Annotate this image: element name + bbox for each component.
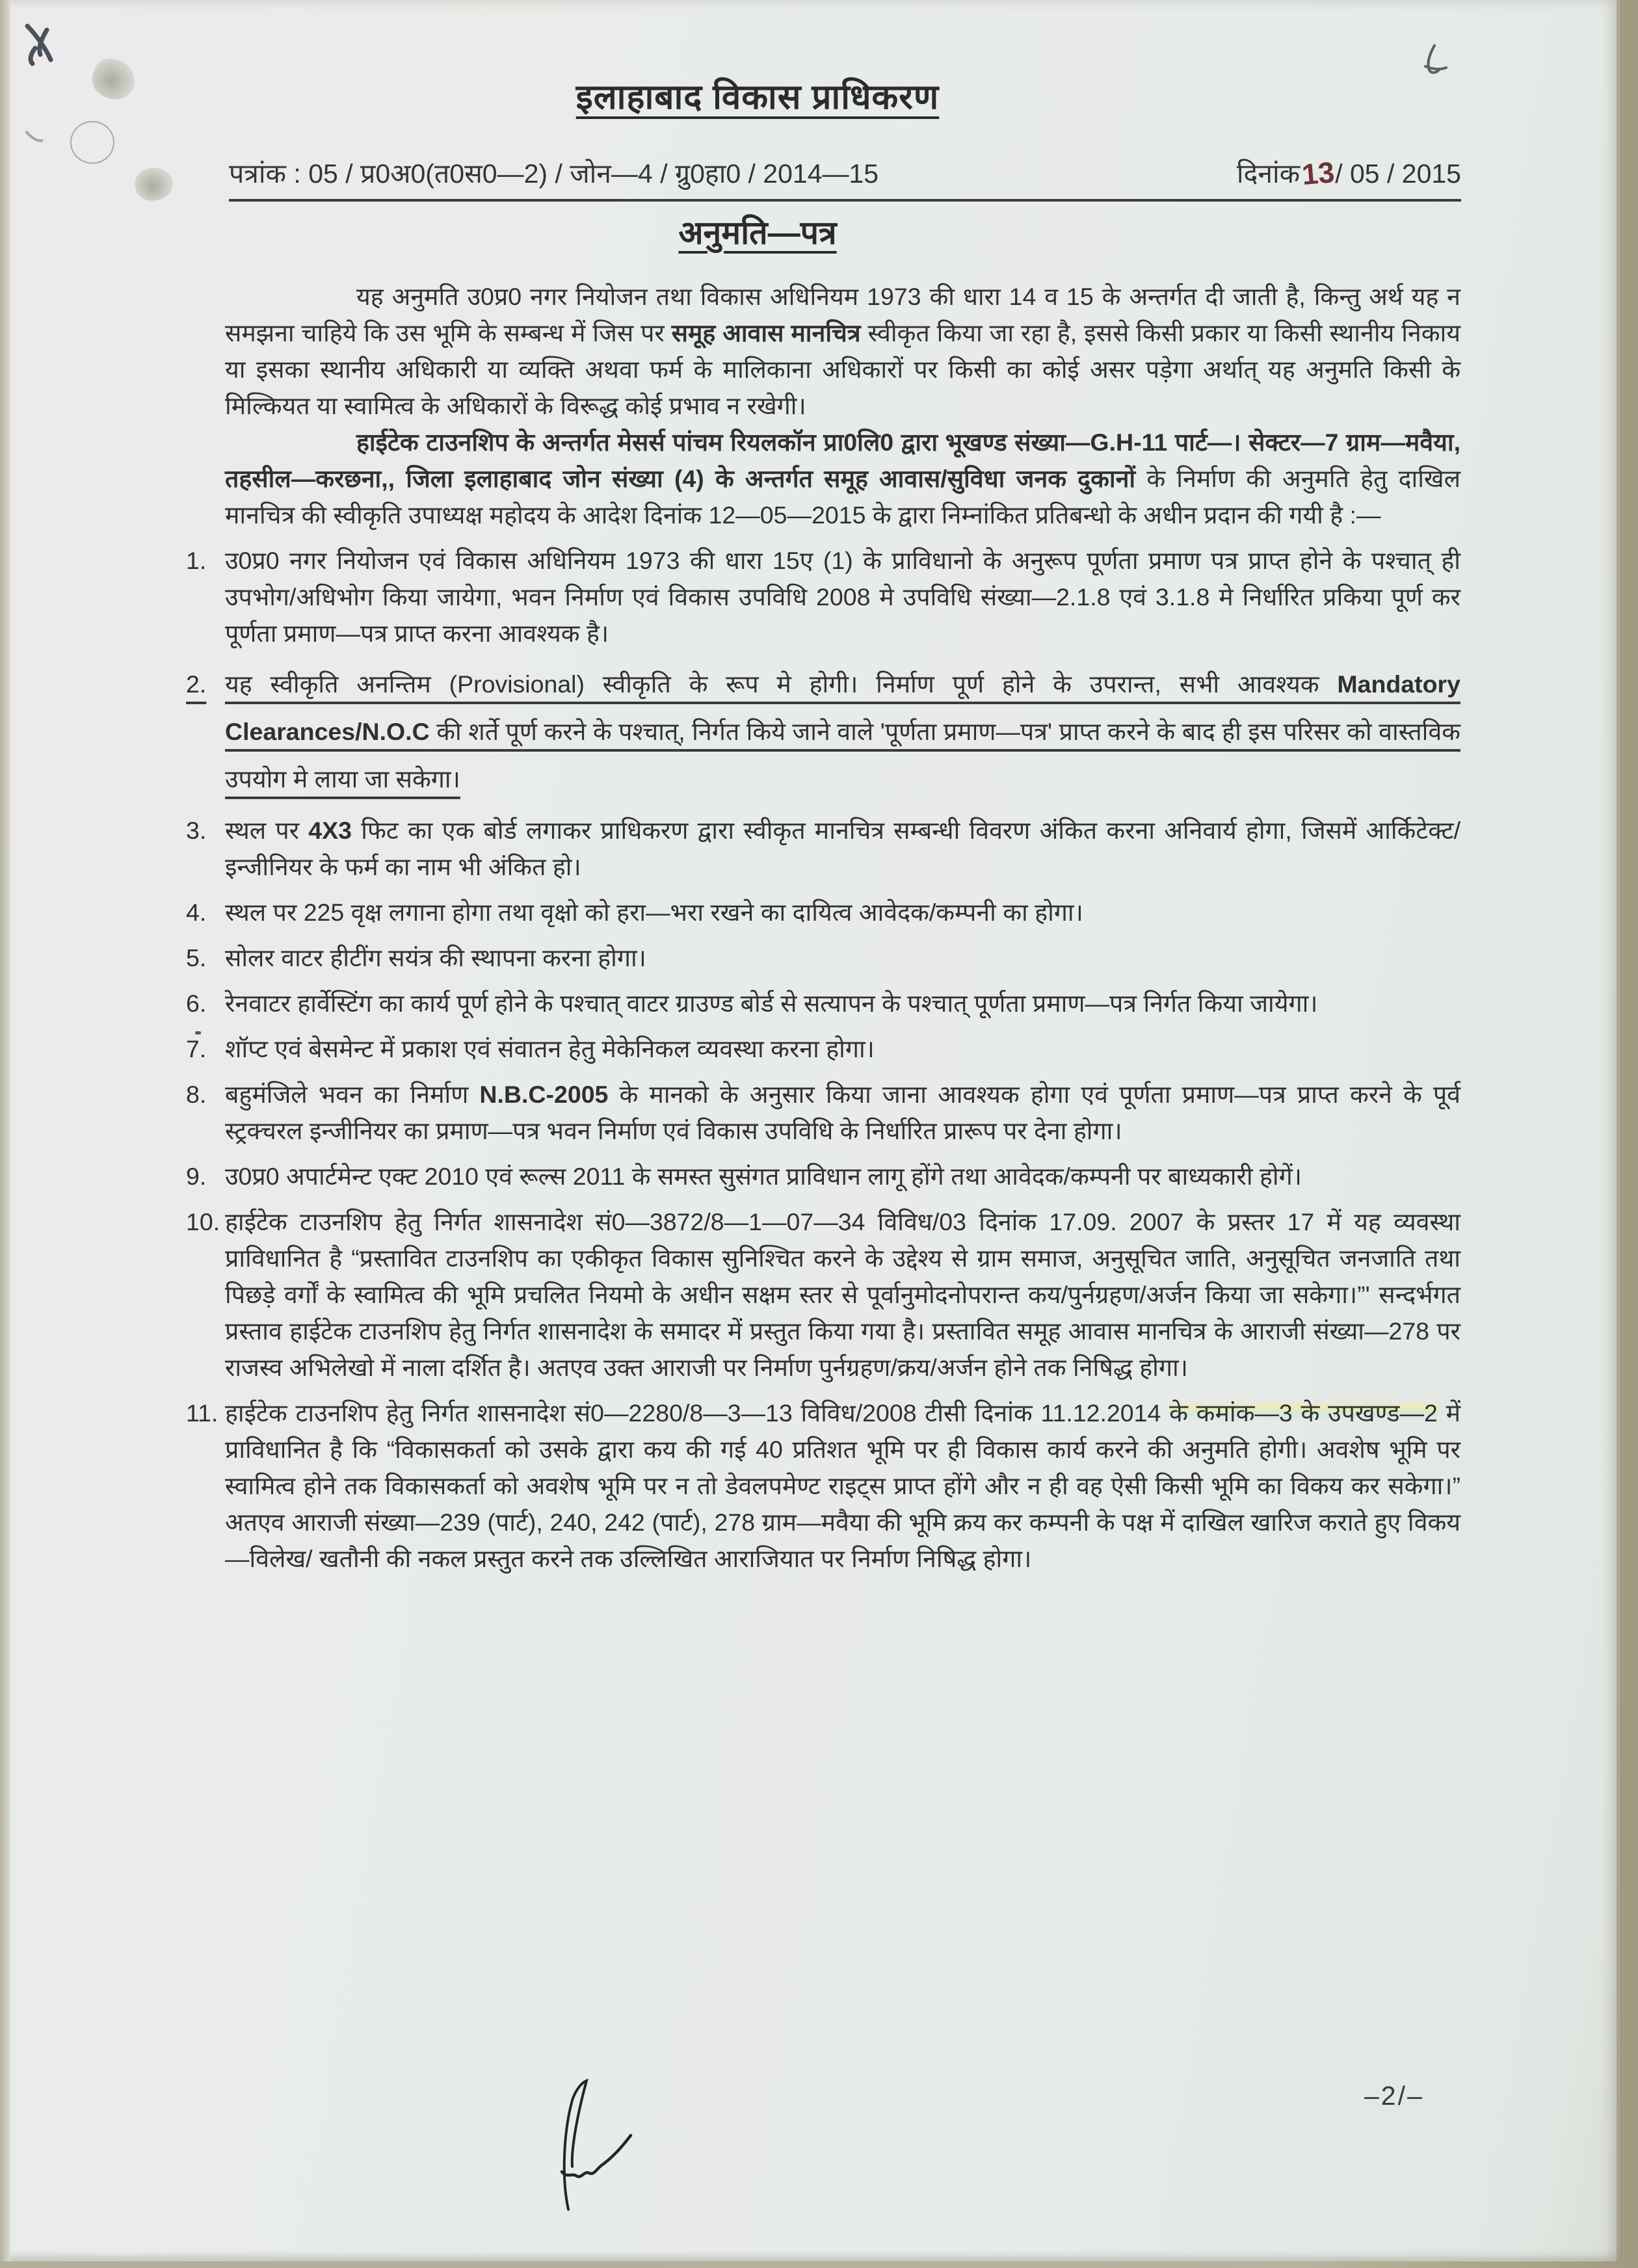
item-number: 2. (186, 670, 207, 698)
handwritten-day: 13 (1301, 155, 1336, 192)
text-run: के मानको के अनुसार किया जाना आवश्यक होगा एवं पूर्णता प्रमाण—पत्र प्राप्त करने के पूर्व स्ट्रक्चरल इन्जीनियर का प्रमाण—पत्र भवन निर्माण एवं विकास उपविधि के निर्धारित प्रारूप पर देना होगा। (225, 1081, 1461, 1144)
text-run: शॉप्ट एवं बेसमेन्ट में प्रकाश एवं संवातन हेतु मेकेनिकल व्यवस्था करना होगा। (225, 1035, 875, 1062)
item-number: 9. (186, 1163, 207, 1190)
list-item (186, 812, 1460, 885)
text-run: स्वीकृत किया जा रहा है, इससे किसी प्रकार या किसी स्थानीय निकाय या इसका स्थानीय अधिकारी या व्यक्ति अथवा फर्म के मालिकाना अधिकारों पर किसी का कोई असर पड़ेगा अर्थात् यह अनुमति किसी के मिल्कियत या स्वामित्व के अधिकारों के विरूद्ध कोई प्रभाव न रखेगी। (225, 319, 1460, 419)
list-item (186, 1076, 1461, 1149)
ref-number: 05 / प्र0अ0(त0स0—2) / जोन—4 / ग्रु0हा0 / 2014—15 (308, 159, 879, 189)
text-run: सोलर वाटर हीटींग सयंत्र की स्थापना करना होगा। (225, 944, 646, 971)
item-text (225, 661, 1460, 803)
item-number: 11. (186, 1399, 218, 1427)
item-text (225, 1158, 1460, 1194)
list-item (186, 1031, 1460, 1067)
item-text (225, 1031, 1460, 1067)
text-run: बहुमंजिले भवन का निर्माण (225, 1081, 480, 1108)
list-item (186, 1158, 1460, 1194)
text-run: की शर्ते पूर्ण करने के पश्चात्, निर्गत किये जाने वाले 'पूर्णता प्रमाण—पत्र' प्राप्त करने के बाद ही इस परिसर को वास्तविक उपयोग मे लाया जा सकेगा। (225, 718, 1460, 793)
paper-left-edge (0, 0, 11, 2261)
ref-date (1237, 155, 1461, 191)
signature (546, 2076, 650, 2219)
text-run: हाईटेक टाउनशिप हेतु निर्गत शासनादेश सं0—3872/8—1—07—34 विविध/03 दिनांक 17.09. 2007 के प्रस्तर 17 में यह व्यवस्था प्राविधानित है “प्रस्तावित टाउनशिप का एकीकृत विकास सुनिश्चित करने के उद्देश्य से ग्राम समाज, अनुसूचित जाति, अनुसूचित जनजाति तथा पिछड़े वर्गों के स्वामित्व की भूमि प्रचलित नियमो के अधीन सक्षम स्तर से पूर्वानुमोदनोपरान्त कय/पुर्नग्रहण/अर्जन किया जा सकेगा।”' सन्दर्भगत प्रस्ताव हाईटेक टाउनशिप हेतु निर्गत शासनादेश के समादर में प्रस्तुत किया गया है। प्रस्तावित समूह आवास मानचित्र के आराजी संख्या—278 पर राजस्व अभिलेखो में नाला दर्शित है। अतएव उक्त आराजी पर निर्माण पुर्नग्रहण/क्रय/अर्जन होने तक निषिद्ध होगा। (225, 1208, 1461, 1381)
list-item (186, 940, 1460, 976)
ref-line (229, 155, 1461, 202)
item-number: 1. (186, 547, 207, 574)
list-item (186, 542, 1460, 652)
bold-text-run: Mandatory Clearances/N.O.C (225, 670, 1460, 745)
item-number: 10. (186, 1208, 220, 1235)
text-run: स्थल पर 225 वृक्ष लगाना होगा तथा वृक्षो को हरा—भरा रखने का दायित्व आवेदक/कम्पनी का होगा। (225, 899, 1083, 926)
subject-heading: अनुमति—पत्र (678, 215, 837, 251)
text-run: में प्राविधानित है कि “विकासकर्ता को उसके द्वारा कय की गई 40 प्रतिशत भूमि पर ही विकास कार्य करने की अनुमति होगी। अवशेष भूमि पर स्वामित्व होने तक विकासकर्ता को अवशेष भूमि पर न तो डेवलपमेण्ट राइट्स प्राप्त होंगे और न ही वह ऐसी किसी भूमि का विकय कर सकेगा।” अतएव आराजी संख्या—239 (पार्ट), 240, 242 (पार्ट), 278 ग्राम—मवैया की भूमि क्रय कर कम्पनी के पक्ष में दाखिल खारिज कराते हुए विकय—विलेख/ खतौनी की नकल प्रस्तुत करने तक उल्लिखित आराजियात पर निर्माण निषिद्ध होगा। (225, 1399, 1460, 1572)
item-text (225, 940, 1460, 976)
date-label: दिनांक (1236, 159, 1301, 189)
item-number: 3. (186, 817, 207, 844)
text-run: यह अनुमति उ0प्र0 नगर नियोजन तथा विकास अधिनियम 1973 की धारा 14 व 15 के अन्तर्गत दी जाती है, किन्तु अर्थ यह न समझना चाहिये कि उस भूमि के सम्बन्ध में जिस पर (225, 283, 1460, 347)
text-run: फिट का एक बोर्ड लगाकर प्राधिकरण द्वारा स्वीकृत मानचित्र सम्बन्धी विवरण अंकित करना अनिवार्य होगा, जिसमें आर्किटेक्ट/इन्जीनियर के फर्म का नाम भी अंकित हो। (225, 817, 1460, 880)
bold-text-run: हाईटेक टाउनशिप के अन्तर्गत मेसर्स पांचम रियलकॉन प्रा0लि0 द्वारा भूखण्ड संख्या—G.H-11 पार्ट—। सेक्टर—7 ग्राम—मवैया, तहसील—करछना,, जिला इलाहाबाद जोन संख्या (4) के अन्तर्गत समूह आवास/सुविधा जनक दुकानों (225, 429, 1460, 492)
item-number: 4. (186, 899, 207, 926)
item-text (225, 1204, 1460, 1386)
paragraph (225, 424, 1460, 533)
subject-row (0, 209, 1515, 254)
item-text (225, 1395, 1460, 1577)
text-run: हाईटेक टाउनशिप हेतु निर्गत शासनादेश सं0—2280/8—3—13 विविध/2008 टीसी दिनांक 11.12.2014 (225, 1399, 1170, 1427)
item-text (225, 985, 1460, 1022)
text-run: यह स्वीकृति अनन्तिम (Provisional) स्वीकृति के रूप मे होगी। निर्माण पूर्ण होने के उपरान्त, सभी आवश्यक (225, 670, 1338, 698)
ref-left (229, 155, 878, 191)
item-text (225, 1076, 1460, 1149)
item-text (225, 542, 1460, 652)
list-item (186, 894, 1460, 930)
item-number: 5. (186, 944, 207, 971)
ref-label: पत्रांक : (229, 159, 301, 189)
item-number: 7. (186, 1035, 207, 1062)
item-text (225, 812, 1460, 885)
date-rest: / 05 / 2015 (1335, 159, 1461, 189)
page-title: इलाहाबाद विकास प्राधिकरण (575, 78, 940, 116)
highlighted-text-run: के कमांक—3 के उपखण्ड—2 (1169, 1399, 1438, 1427)
item-number: 8. (186, 1081, 207, 1108)
paragraph (225, 278, 1460, 424)
text-run: रेनवाटर हार्वेस्टिंग का कार्य पूर्ण होने के पश्चात् वाटर ग्राउण्ड बोर्ड से सत्यापन के पश्चात् पूर्णता प्रमाण—पत्र निर्गत किया जायेगा। (225, 990, 1318, 1017)
text-run: के निर्माण की अनुमति हेतु दाखिल मानचित्र की स्वीकृति उपाध्यक्ष महोदय के आदेश दिनांक 12—05—2015 के द्वारा निम्नांकित प्रतिबन्धो के अधीन प्रदान की गयी है :— (225, 465, 1461, 529)
header (0, 72, 1515, 119)
text-run: उ0प्र0 नगर नियोजन एवं विकास अधिनियम 1973 की धारा 15ए (1) के प्राविधानो के अनुरूप पूर्णता प्रमाण पत्र प्राप्त होने के पश्चात् ही उपभोग/अधिभोग किया जायेगा, भवन निर्माण एवं विकास उपविधि 2008 मे उपविधि संख्या—2.1.8 एवं 3.1.8 मे निर्धारित प्रकिया पूर्ण कर पूर्णता प्रमाण—पत्र प्राप्त करना आवश्यक है। (225, 547, 1460, 647)
page-number: –2/– (1364, 2081, 1424, 2111)
punch-hole-mark (70, 121, 114, 164)
conditions-list (186, 542, 1461, 1577)
bold-text-run: N.B.C-2005 (479, 1081, 609, 1108)
text-run: स्थल पर (225, 817, 309, 844)
list-item (186, 661, 1460, 803)
text-run: उ0प्र0 अपार्टमेन्ट एक्ट 2010 एवं रूल्स 2011 के समस्त सुसंगत प्राविधान लागू होंगे तथा आवेदक/कम्पनी पर बाध्यकारी होगें। (225, 1163, 1302, 1190)
list-item (186, 985, 1460, 1022)
document-body (186, 278, 1461, 1577)
staple-mark (132, 165, 176, 204)
scan-seam (1617, 0, 1621, 2261)
bold-text-run: समूह आवास मानचित्र (671, 319, 861, 347)
item-number: 6. (186, 990, 207, 1017)
list-item (186, 1204, 1461, 1386)
list-item (186, 1395, 1460, 1577)
bold-text-run: 4X3 (308, 817, 352, 844)
item-text (225, 894, 1460, 930)
